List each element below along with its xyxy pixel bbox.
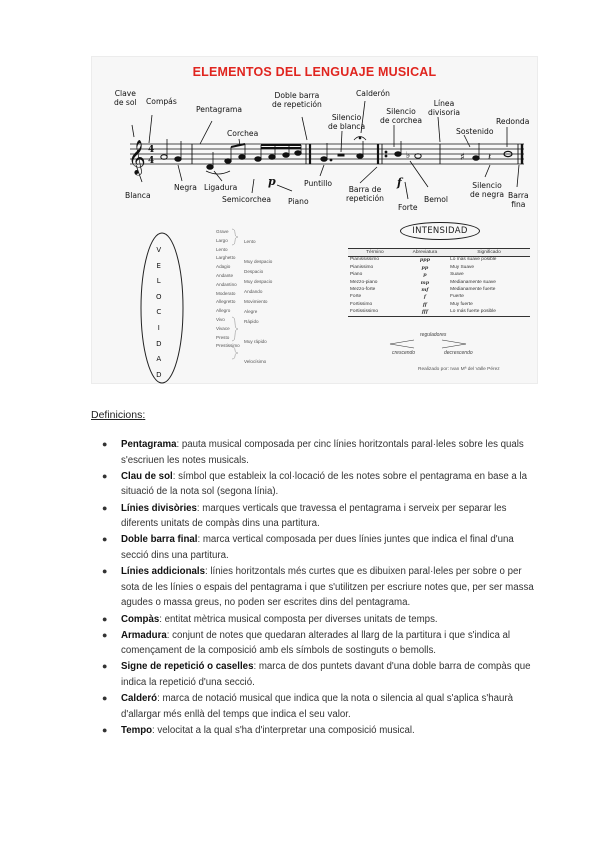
label-ligadura: Ligadura [204, 183, 238, 192]
label-compas: Compás [146, 97, 177, 106]
regulador-wedges [390, 340, 466, 348]
list-item: ● Doble barra final: marca vertical composada per dues línies juntes que indica el final d'una secció dins una partitura. [102, 534, 514, 561]
list-item: ● Tempo: velocitat a la qual s'ha d'interpretar una composició musical. [102, 725, 415, 737]
velocidad-ellipse [141, 233, 183, 383]
intensidad-table [348, 248, 530, 317]
table-row: Mezzo-forte mf Medianamente fuerte [350, 286, 496, 293]
figure-title: ELEMENTOS DEL LENGUAJE MUSICAL [192, 65, 437, 79]
svg-text:𝄽: 𝄽 [488, 152, 492, 163]
label-blanca: Blanca [125, 191, 151, 200]
label-pentagrama: Pentagrama [196, 105, 243, 114]
table-row: Mezzo-piano mp Medianamente suave [350, 279, 496, 286]
label-redonda: Redonda [496, 117, 530, 126]
label-corchea: Corchea [227, 129, 259, 138]
tempo-terms-list: Grave Largo Lento Larghetto Adagio Andante Andantino Moderato Allegretto Allegro Vivo Vivace Presto Prestissimo [216, 229, 240, 349]
forte-mark: f [397, 176, 402, 189]
table-row: Pianississimo ppp Lo más suave posible [350, 257, 497, 264]
table-row: Forte f Fuerte [350, 294, 464, 301]
time-signature-top: 4 [148, 145, 155, 155]
tempo-meanings-list: Lento Muy despacio Despacio Muy despacio Andando Movimiento Alegre Rápido Muy rápido Velocísimo [244, 239, 273, 364]
col-header-termino: Término [348, 249, 402, 257]
col-header-abreviatura: Abreviatura [402, 249, 448, 257]
list-item: ● Signe de repetició o caselles: marca de dos puntets davant d'una doble barra de compàs que indica la repetició d'una secció. [102, 661, 531, 689]
label-piano: Piano [288, 197, 309, 206]
music-elements-figure [91, 56, 538, 384]
piano-mark: p [268, 175, 276, 188]
list-item: ● Línies divisòries: marques verticals que travessa el pentagrama i serveix per separar les diferents unitats de compàs dins una partitura. [102, 502, 507, 530]
label-silencio-negra: Silencio de negra [470, 181, 504, 199]
label-clave-de-sol: Clave de sol [114, 89, 137, 107]
table-row: Pianissimo pp Muy Suave [350, 264, 475, 271]
svg-text:♯: ♯ [460, 152, 465, 163]
table-row: Piano p Suave [350, 272, 464, 279]
col-header-significado: Significado [448, 249, 530, 257]
label-negra: Negra [174, 183, 197, 192]
table-row: Fortissimo ff Muy fuerte [350, 301, 473, 308]
velocidad-letters: V E L O C I D A D [156, 246, 162, 379]
label-bemol: Bemol [424, 195, 449, 204]
label-calderon: Calderón [356, 89, 390, 98]
table-row: Fortississimo fff Lo más fuerte posible [348, 309, 530, 317]
time-signature-bottom: 4 [148, 156, 155, 166]
decrescendo-label: decrescendo [444, 350, 473, 356]
list-item: ● Clau de sol: símbol que estableix la col·locació de les notes sobre el pentagrama en base a la situació de la nota sol (segona línia). [102, 470, 528, 498]
definitions-heading: Definicions: [91, 409, 146, 421]
label-puntillo: Puntillo [304, 179, 333, 188]
treble-clef-icon: 𝄞 [128, 140, 146, 175]
list-item: ● Pentagrama: pauta musical composada per cinc línies horitzontals paral·leles sobre les quals s'escriuen les notes musicals. [102, 439, 524, 466]
label-linea-divisoria: Línea divisoria [428, 99, 461, 117]
reguladores-label: reguladores [420, 332, 447, 338]
list-item: ● Calderó: marca de notació musical que indica que la nota o silencia al qual s'aplica s'haurà d'allargar més enllà del temps que indica el seu valor. [102, 693, 513, 720]
list-item: ● Compàs: entitat mètrica musical composta per diverses unitats de temps. [102, 613, 438, 625]
label-doble-barra: Doble barra de repetición [272, 91, 322, 109]
svg-text:♭: ♭ [406, 151, 411, 161]
list-item: ● Línies addicionals: línies horitzontals més curtes que es dibuixen paral·leles per sobre o per sota de les línies o espais del pentagrama i que s'utilitzen per escriure notes que, per ser massa agudes o massa greus, no poden ser escrites dins del pentagrama. [102, 566, 534, 609]
definitions-list [91, 437, 541, 739]
crescendo-label: crescendo [392, 350, 416, 356]
label-semicorchea: Semicorchea [222, 195, 272, 204]
label-barra-fina: Barra fina [508, 191, 529, 209]
label-forte: Forte [398, 203, 418, 212]
label-silencio-blanca: Silencio de blanca [328, 113, 366, 131]
figure-credit: Realizado por: Ivan Mª del Valle Pérez [418, 367, 500, 372]
label-silencio-corchea: Silencio de corchea [380, 107, 422, 125]
list-item: ● Armadura: conjunt de notes que quedaran alterades al llarg de la partitura i que s'indica al començament de la composició amb els símbols de sostinguts o bemolls. [102, 629, 511, 657]
label-barra-repeticion: Barra de repetición [346, 185, 384, 203]
label-sostenido: Sostenido [456, 127, 494, 136]
intensidad-title: INTENSIDAD [400, 222, 480, 240]
